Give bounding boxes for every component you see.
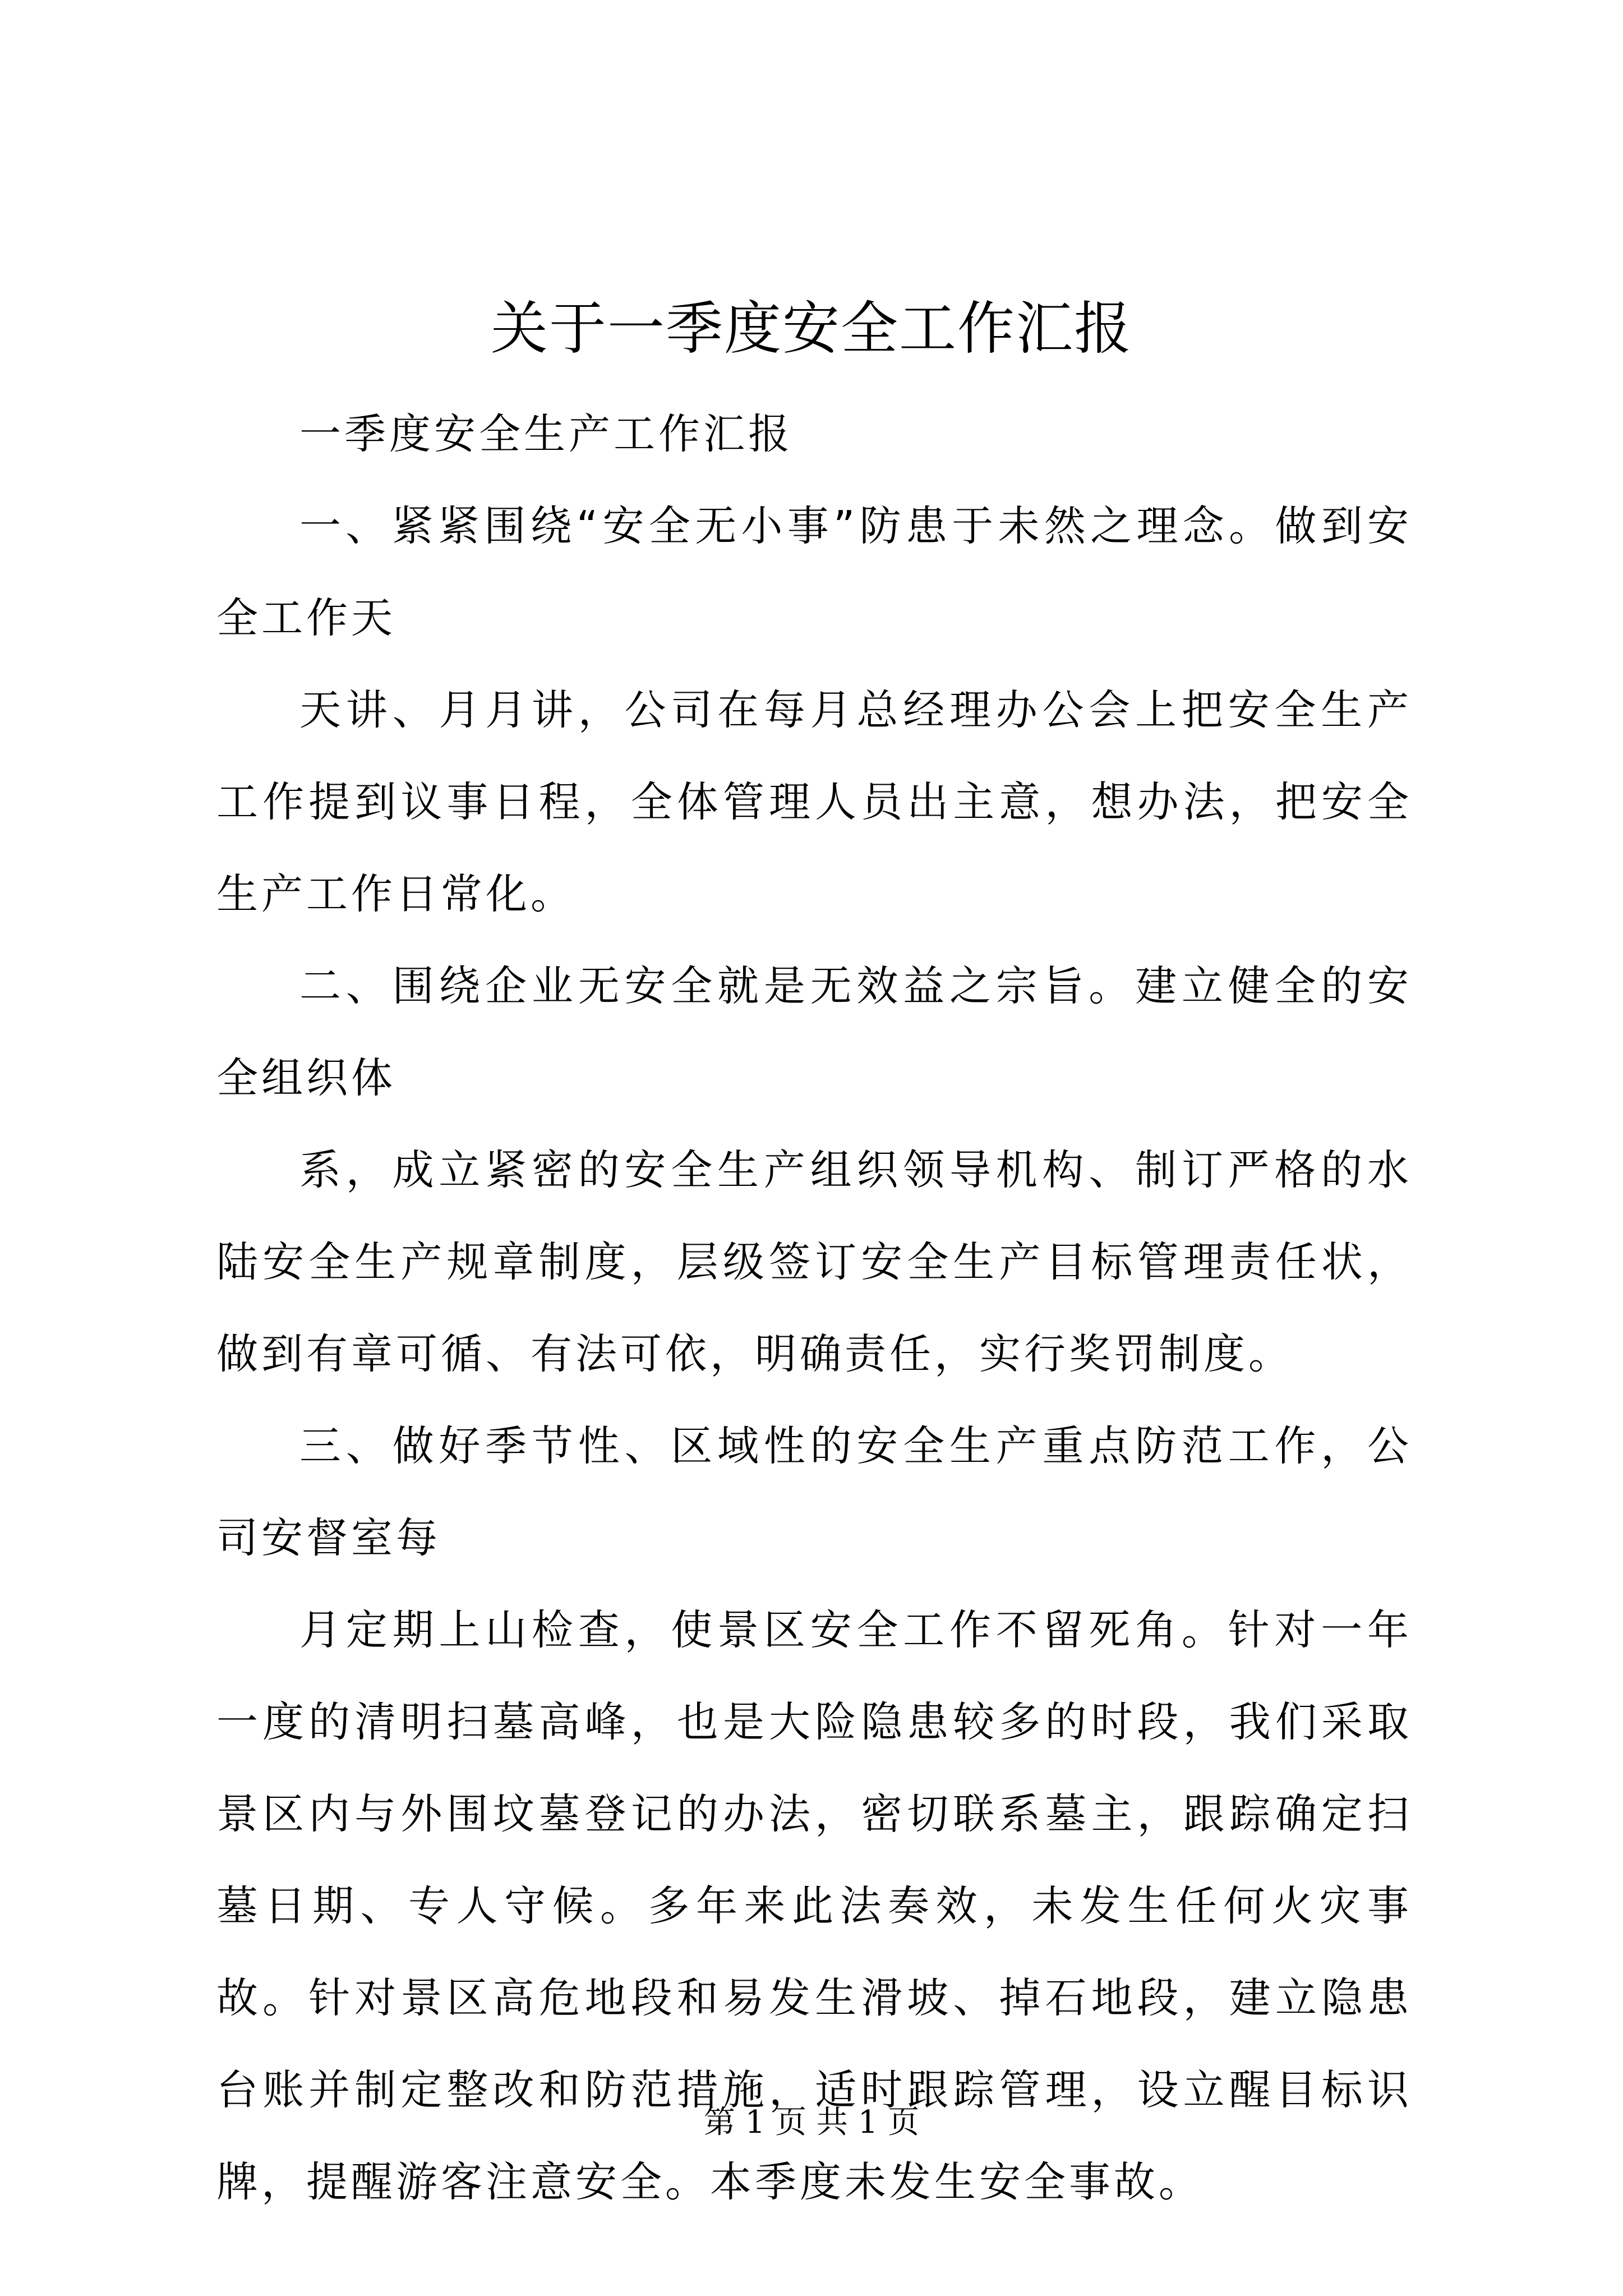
paragraph: 系，成立紧密的安全生产组织领导机构、制订严格的水陆安全生产规章制度，层级签订安全生产目标管理责任状，做到有章可循、有法可依，明确责任，实行奖罚制度。 [216,1146,1412,1378]
document-title: 关于一季度安全工作汇报 [491,296,1132,362]
page-footer: 第 1 页 共 1 页 [703,2104,920,2141]
paragraph: 三、做好季节性、区域性的安全生产重点防范工作，公司安督室每 [216,1422,1412,1562]
paragraph: 一、紧紧围绕“安全无小事”防患于未然之理念。做到安全工作天 [216,502,1412,642]
paragraph: 二、围绕企业无安全就是无效益之宗旨。建立健全的安全组织体 [216,962,1412,1102]
paragraph: 天讲、月月讲，公司在每月总经理办公会上把安全生产工作提到议事日程，全体管理人员出主意，想办法，把安全生产工作日常化。 [216,686,1412,918]
document-body [216,388,1412,2228]
paragraph-subtitle: 一季度安全生产工作汇报 [299,410,793,458]
paragraph: 月定期上山检查，使景区安全工作不留死角。针对一年一度的清明扫墓高峰，也是大险隐患较多的时段，我们采取景区内与外围坟墓登记的办法，密切联系墓主，跟踪确定扫墓日期、专人守候。多年来此法奏效，未发生任何火灾事故。针对景区高危地段和易发生滑坡、掉石地段，建立隐患台账并制定整改和防范措施，适时跟踪管理，设立醒目标识牌，提醒游客注意安全。本季度未发生安全事故。 [216,1606,1412,2206]
